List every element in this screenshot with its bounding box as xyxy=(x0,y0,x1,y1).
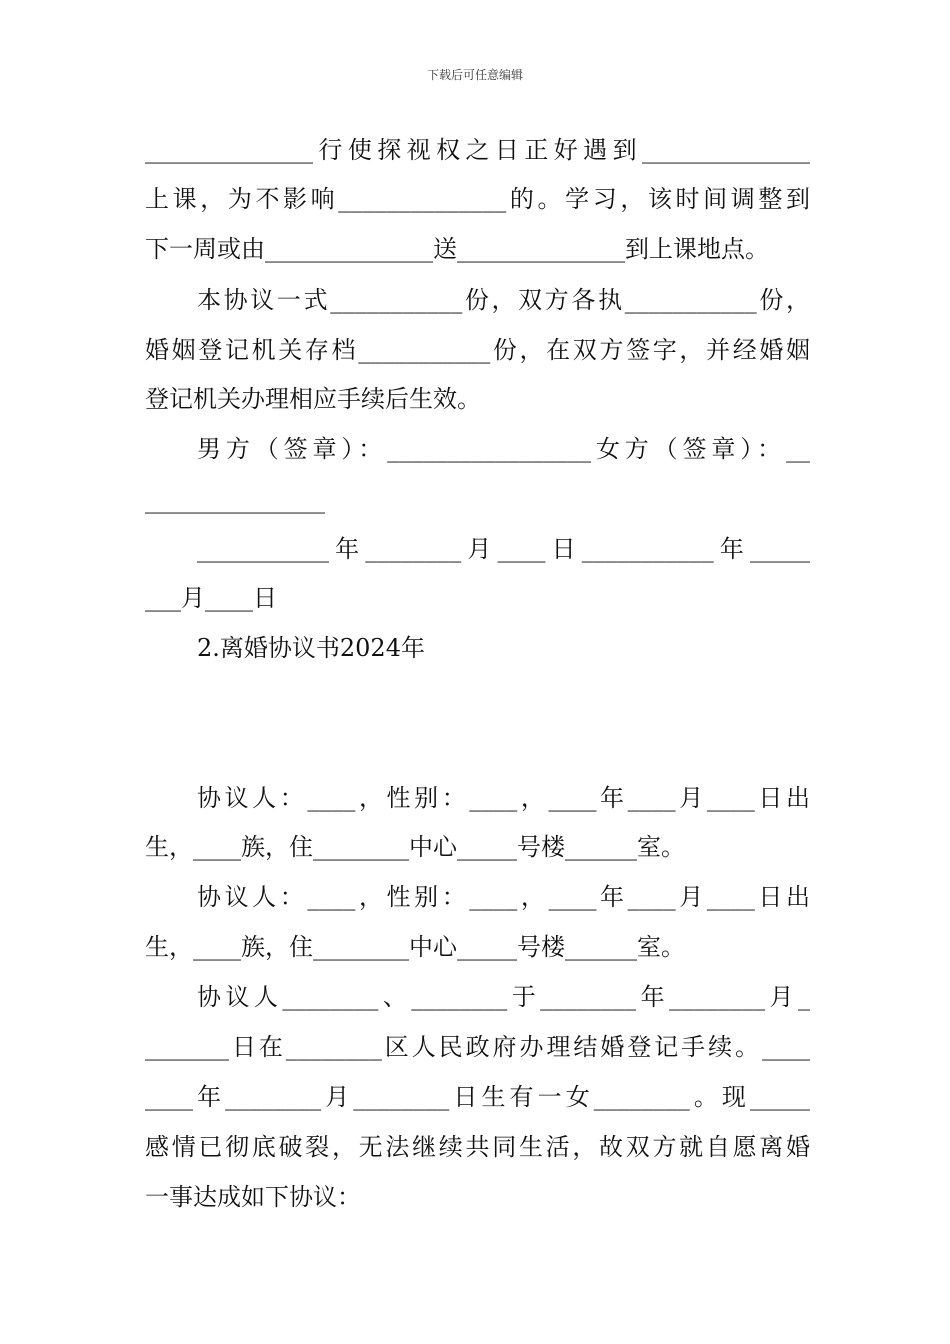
text-line: _______日在________区人民政府办理结婚登记手续。____ xyxy=(145,1033,810,1061)
date-line: ___月____日 xyxy=(145,584,277,612)
text-line: 感情已彻底破裂，无法继续共同生活，故双方就自愿离婚 xyxy=(145,1133,810,1161)
text-line: ____年________月________日生有一女________。现_____ xyxy=(145,1083,810,1111)
text-line: 协议人：____，性别：____，____年____月____日出 xyxy=(197,784,810,812)
text-line: 生，____族，住________中心_____号楼______室。 xyxy=(145,933,685,961)
section-title: 2.离婚协议书2024年 xyxy=(197,634,425,662)
text-line: 本协议一式___________份，双方各执___________份， xyxy=(197,286,810,314)
text-line: 婚姻登记机关存档___________份，在双方签字，并经婚姻 xyxy=(145,336,810,364)
text-line: 上课，为不影响______________的。学习，该时间调整到 xyxy=(145,185,810,213)
text-line: 一事达成如下协议： xyxy=(145,1183,361,1211)
signature-line: 男方（签章）：_________________女方（签章）：__ xyxy=(197,435,810,463)
page-header: 下载后可任意编辑 xyxy=(426,68,523,82)
text-line: 生，____族，住________中心_____号楼______室。 xyxy=(145,833,685,861)
text-line: 协议人：____，性别：____，____年____月____日出 xyxy=(197,883,810,911)
text-line: 下一周或由______________送______________到上课地点。 xyxy=(145,235,769,263)
text-line: 登记机关办理相应手续后生效。 xyxy=(145,385,481,413)
text-line: ______________行使探视权之日正好遇到______________ xyxy=(145,136,810,164)
date-line: ___________年________月____日___________年_____ xyxy=(197,535,810,563)
text-line: 协议人________、________于________年________月_ xyxy=(197,983,810,1011)
signature-line: _______________ xyxy=(145,486,325,514)
